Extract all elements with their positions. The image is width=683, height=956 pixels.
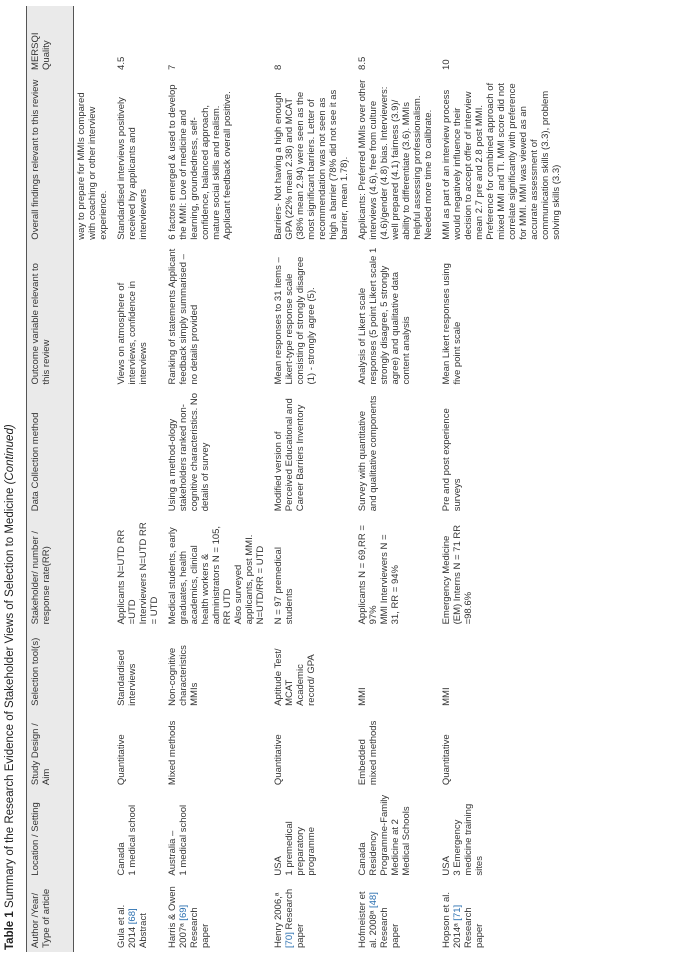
article-type: Abstract: [138, 913, 149, 948]
author-year: Hopson et al. 2014ᵃ: [441, 892, 463, 948]
cell-design: Quantitative: [273, 734, 284, 786]
table-row: [163, 6, 269, 952]
cell-stakeholder: Medical students, early graduates, health academics, clinical health workers & administrators N = 105, RR UTD Also surveyed applicants, post MMI. N=UTD/RR = UTD: [167, 525, 266, 625]
cell-method: [112, 389, 163, 516]
cell-location: USA 3 Emergency medicine training sites: [441, 803, 485, 876]
caption-continued: (Continued): [4, 424, 16, 485]
cell-tools: Aptitude Test/ MCAT Academic record/ GPA: [273, 648, 317, 706]
table-row: [353, 6, 437, 952]
author-year: Harris & Owen 2007ᵃ: [167, 886, 189, 948]
cell-method: Pre and post experience surveys: [441, 408, 463, 512]
cell-mersqi: 10: [441, 59, 452, 70]
evidence-table: [26, 6, 565, 952]
col-header-method: Data Collection method: [27, 389, 74, 516]
reference-link[interactable]: [71]: [452, 904, 463, 921]
table-caption: [4, 10, 16, 950]
col-header-author: Author /Year/ Type of article: [27, 880, 74, 952]
cell-method: Modified version of Perceived Educational and Career Barriers Inventory: [273, 398, 306, 512]
article-type: Research paper: [284, 888, 306, 948]
reference-link[interactable]: [70]: [284, 932, 295, 948]
cell-outcome: Mean Likert responses using five point scale: [441, 263, 463, 385]
reference-link[interactable]: [69]: [178, 904, 189, 921]
cell-outcome: Views on atmosphere of interviews, confidence in interviews: [116, 281, 149, 385]
cell-mersqi: 8.5: [357, 56, 368, 70]
cell-mersqi: 8: [273, 64, 284, 70]
cell-author: [112, 880, 163, 952]
col-header-outcome: Outcome variable relevant to this review: [27, 244, 74, 389]
col-header-mersqi: MERSQI Quality: [27, 6, 74, 74]
article-type: Research paper: [189, 907, 211, 948]
col-header-design: Study Design / Aim: [27, 710, 74, 789]
author-year: Henry 2006,ᵃ: [273, 892, 284, 948]
article-type: Research paper: [379, 907, 401, 948]
cell-tools: Non-cognitive characteristics MMIs: [167, 645, 200, 706]
author-year: Hofmeister et al. 2008ᵃ: [357, 891, 379, 948]
cell-mersqi: 7: [167, 64, 178, 70]
cell-outcome: Ranking of statements Applicant feedback simply summarised – no details provided: [167, 248, 200, 385]
cell-author: [437, 880, 565, 952]
article-type: Research paper: [463, 907, 485, 948]
cell-design: Embedded mixed methods: [357, 720, 379, 786]
table-row: [269, 6, 353, 952]
table-header: [27, 6, 74, 952]
author-year: Gula et al. 2014: [116, 904, 138, 948]
cell-tools: MMI: [441, 687, 452, 706]
cell-findings: Barriers- Not having a high enough GPA (22% mean 2.38) and MCAT (38% mean 2.94) were seen as the most significant barriers. Letter of recommendation was not seen as high a barrier (78% did not see it as barrier, mean 1.78).: [273, 89, 350, 240]
cell-author: [163, 880, 269, 952]
table-row: [437, 6, 565, 952]
cell-author: [269, 880, 353, 952]
caption-text: Summary of the Research Evidence of Stakeholder Views of Selection to Medicine: [4, 487, 16, 909]
cell-location: Canada 1 medical school: [116, 804, 138, 876]
cell-findings: 6 factors emerged & used to develop the MMI: Love of medicine and learning, groundedness, self-confidence, balanced approach, mature social skills and realism. Applicant feedback overall positive.: [167, 84, 233, 240]
col-header-stakeholder: Stakeholder/ number / response rate(RR): [27, 515, 74, 628]
cell-outcome: Analysis of Likert scale responses (5 point Likert scale 1 strongly disagree, 5 strongly agree) and qualitative data content analysis: [357, 247, 412, 385]
cell-stakeholder: N = 97 premedical students: [273, 547, 295, 625]
reference-link[interactable]: [48]: [368, 892, 379, 909]
cell-author: [353, 880, 437, 952]
cell-location: Australia – 1 medical school: [167, 804, 189, 876]
cell-design: Quantitative: [116, 734, 127, 786]
cell-location: USA 1 premedical preparatory programme: [273, 821, 317, 876]
cell-findings: MMI as part of an interview process would negatively influence their decision to accept offer of interview mean 2.7 pre and 2.8 post MMI. Preference for combined approach of mixed MMI and TI. MMI score did not correlate significantly with preference for MMI. MMI was viewed as an accurate assessment of communication skills (3.3), problem solving skills (3.3): [441, 82, 562, 240]
cell-location: Canada Residency Programme-Family Medicine at 2 Medical Schools: [357, 794, 412, 876]
cell-design: Mixed methods: [167, 720, 178, 786]
cell-tools: Standardised interviews: [116, 649, 138, 706]
caption-label: Table 1: [4, 911, 16, 950]
cell-method: Survey with quantitative and qualitative components: [357, 395, 379, 512]
cell-tools: MMI: [357, 687, 368, 706]
cell-stakeholder: Emergency Medicine (EM) Interns N = 71 RR =98.6%: [441, 524, 474, 625]
cell-stakeholder: Applicants N=UTD RR =UTD Interviewers N=UTD RR = UTD: [116, 522, 160, 625]
cell-findings: way to prepare for MMIs compared with coaching or other interview experience.: [76, 92, 109, 240]
cell-findings: Applicants: Preferred MMIs over other interviews (4.6), free from culture (4.6)/gender (4.8) bias. Interviewers: well prepared (4.1) fairness (3.9)/ ability to differentiate (3.6). MMIs helpful assessing professionalism. Needed more time to calibrate.: [357, 79, 434, 240]
col-header-location: Location / Setting: [27, 789, 74, 880]
col-header-tools: Selection tool(s): [27, 628, 74, 709]
cell-method: Using a method-ology stakeholders ranked non-cognitive characteristics. No details of survey: [167, 392, 211, 512]
cell-outcome: Mean responses to 31 items – Likert-type response scale consisting of strongly disagree (1) - strongly agree (5).: [273, 256, 317, 385]
col-header-findings: Overall findings relevant to this review: [27, 74, 74, 244]
cell-mersqi: 4.5: [116, 56, 127, 70]
cell-design: Quantitative: [441, 734, 452, 786]
reference-link[interactable]: [68]: [127, 908, 138, 925]
table-row-continued: [74, 6, 113, 952]
table-body: [74, 6, 566, 952]
cell-findings: Standardised interviews positively received by applicants and interviewers: [116, 97, 149, 240]
cell-stakeholder: Applicants N = 69,RR = 97% MMI Interviewers N = 31, RR = 94%: [357, 525, 401, 625]
table-row: [112, 6, 163, 952]
